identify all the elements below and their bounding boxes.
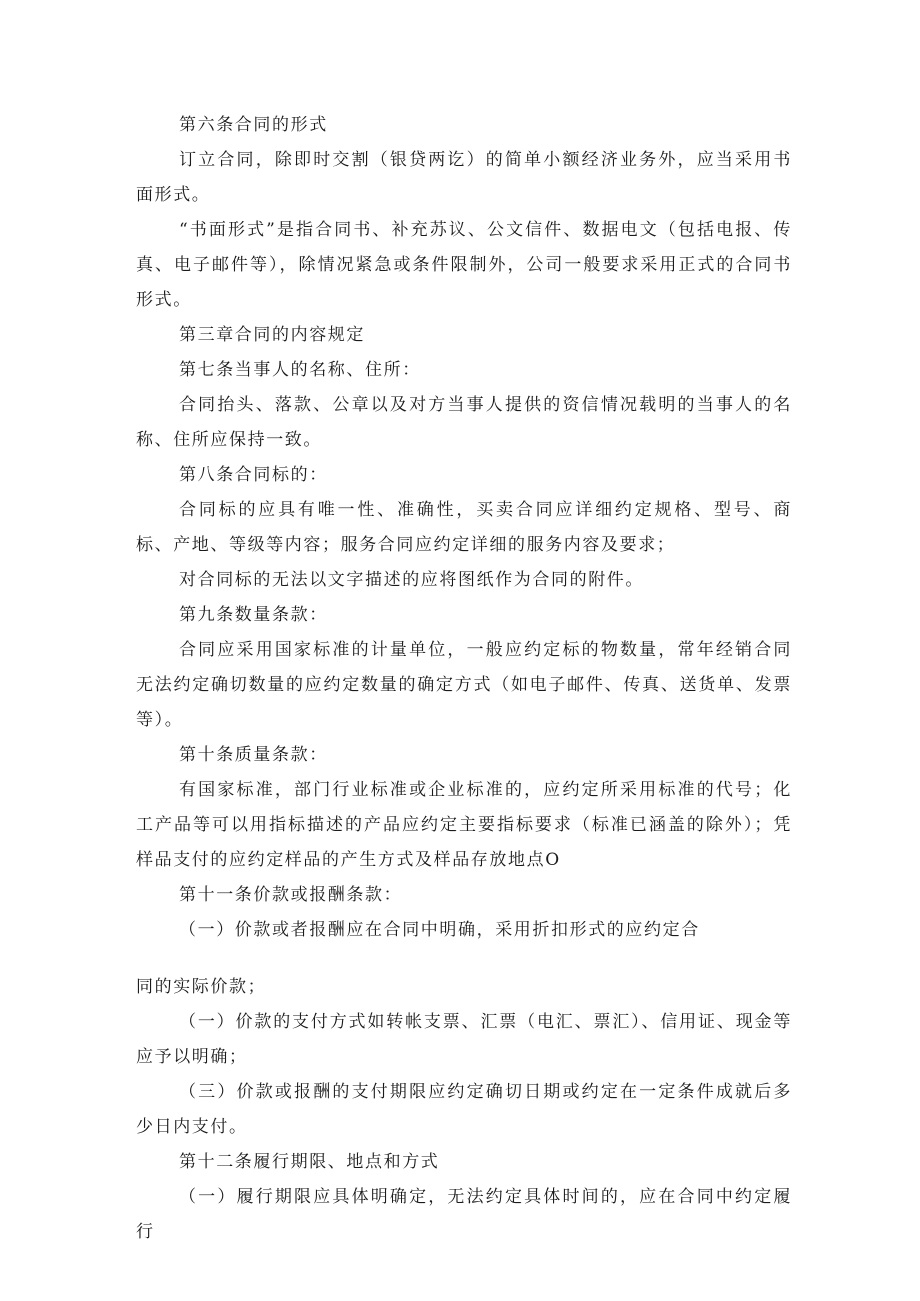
- paragraph: （一）价款的支付方式如转帐支票、汇票（电汇、票汇）、信用证、现金等应予以明确；: [136, 1012, 792, 1067]
- article-heading: 第十二条履行期限、地点和方式: [179, 1152, 440, 1172]
- paragraph: 订立合同，除即时交割（银贷两讫）的简单小额经济业务外，应当采用书面形式。: [136, 150, 792, 205]
- paragraph: （三）价款或报酬的支付期限应约定确切日期或约定在一定条件成就后多少日内支付。: [136, 1082, 792, 1137]
- paragraph-continuation: 同的实际价款；: [136, 977, 267, 997]
- article-heading: 第十一条价款或报酬条款：: [179, 885, 403, 905]
- paragraph: 合同应采用国家标准的计量单位，一般应约定标的物数量，常年经销合同无法约定确切数量的应约定数量的确定方式（如电子邮件、传真、送货单、发票等）。: [136, 640, 792, 730]
- article-heading: 第六条合同的形式: [179, 115, 328, 135]
- paragraph: 合同抬头、落款、公章以及对方当事人提供的资信情况载明的当事人的名称、住所应保持一致。: [136, 395, 792, 450]
- paragraph: 有国家标准，部门行业标准或企业标准的，应约定所采用标准的代号；化工产品等可以用指标描述的产品应约定主要指标要求（标准已涵盖的除外）；凭样品支付的应约定样品的产生方式及样品存放地点O: [136, 780, 792, 870]
- paragraph: “书面形式”是指合同书、补充苏议、公文信件、数据电文（包括电报、传真、电子邮件等），除情况紧急或条件限制外，公司一般要求采用正式的合同书形式。: [136, 220, 792, 310]
- paragraph: 对合同标的无法以文字描述的应将图纸作为合同的附件。: [179, 570, 644, 590]
- article-heading: 第九条数量条款：: [179, 605, 328, 625]
- paragraph: 合同标的应具有唯一性、准确性，买卖合同应详细约定规格、型号、商标、产地、等级等内容；服务合同应约定详细的服务内容及要求；: [136, 500, 792, 555]
- article-heading: 第十条质量条款：: [179, 745, 328, 765]
- chapter-heading: 第三章合同的内容规定: [179, 325, 365, 345]
- paragraph: （一）履行期限应具体明确定，无法约定具体时间的，应在合同中约定履行: [136, 1187, 792, 1242]
- document-body: [136, 108, 792, 1250]
- article-heading: 第七条当事人的名称、住所：: [179, 360, 421, 380]
- article-heading: 第八条合同标的：: [179, 465, 328, 485]
- paragraph: （一）价款或者报酬应在合同中明确，采用折扣形式的应约定合: [179, 920, 700, 940]
